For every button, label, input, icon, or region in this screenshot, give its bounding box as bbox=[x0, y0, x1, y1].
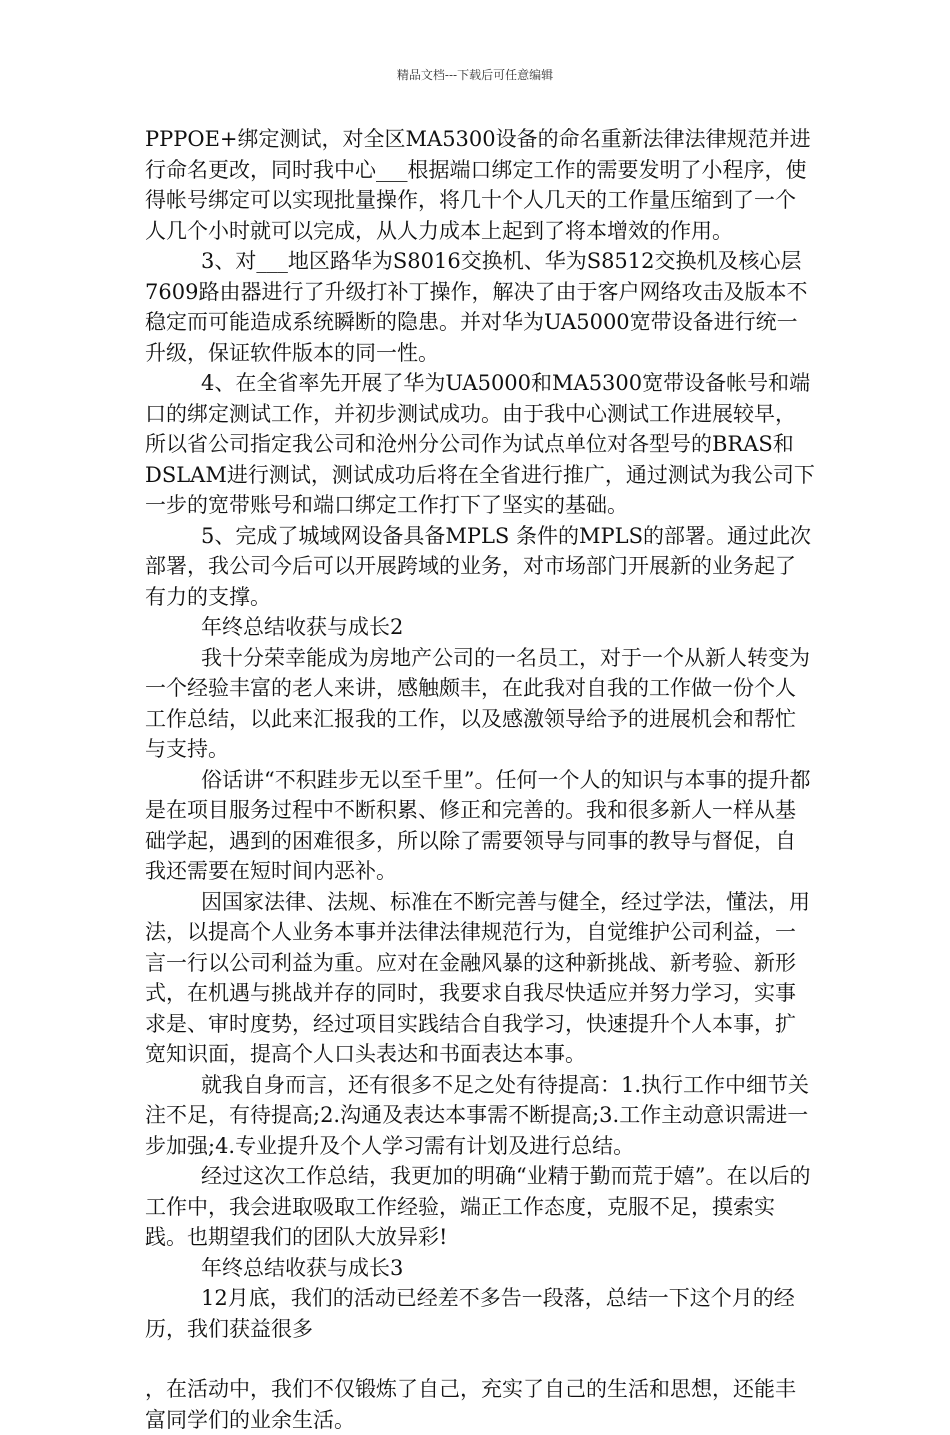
section-heading-2: 年终总结收获与成长2 bbox=[201, 615, 404, 639]
page-header: 精品文档---下载后可任意编辑 bbox=[396, 68, 554, 82]
section-heading-3: 年终总结收获与成长3 bbox=[201, 1255, 404, 1280]
paragraph-8: 因国家法律、法规、标准在不断完善与健全，经过学法，懂法，用法，以提高个人业务本事并法律法律规范行为，自觉维护公司利益，一言一行以公司利益为重。应对在金融风暴的这种新挑战、新考验、新形式，在机遇与挑战并存的同时，我要求自我尽快适应并努力学习，实事求是、审时度势，经过项目实践结合自我学习，快速提升个人本事，扩宽知识面，提高个人口头表达和书面表达本事。 bbox=[145, 889, 810, 1066]
paragraph-13: ，在活动中，我们不仅锻炼了自己，充实了自己的生活和思想，还能丰富同学们的业余生活。 bbox=[145, 1377, 796, 1432]
paragraph-1: PPPOE+绑定测试，对全区MA5300设备的命名重新法律法律规范并进行命名更改，同时我中心___根据端口绑定工作的需要发明了小程序，使得帐号绑定可以实现批量操作，将几十个人几天的工作量压缩到了一个人几个小时就可以完成，从人力成本上起到了将本增效的作用。 bbox=[145, 127, 811, 243]
paragraph-2: 3、对___地区路华为S8016交换机、华为S8512交换机及核心层7609路由器进行了升级打补丁操作，解决了由于客户网络攻击及版本不稳定而可能造成系统瞬断的隐患。并对华为UA5000宽带设备进行统一升级，保证软件版本的同一性。 bbox=[145, 249, 808, 365]
paragraph-7: 俗话讲“不积跬步无以至千里”。任何一个人的知识与本事的提升都是在项目服务过程中不断积累、修正和完善的。我和很多新人一样从基础学起，遇到的困难很多，所以除了需要领导与同事的教导与督促，自我还需要在短时间内恶补。 bbox=[145, 767, 811, 883]
paragraph-9: 就我自身而言，还有很多不足之处有待提高：1.执行工作中细节关注不足，有待提高;2.沟通及表达本事需不断提高;3.工作主动意识需进一步加强;4.专业提升及个人学习需有计划及进行总结。 bbox=[145, 1072, 810, 1158]
paragraph-gap bbox=[145, 1344, 815, 1374]
paragraph-3: 4、在全省率先开展了华为UA5000和MA5300宽带设备帐号和端口的绑定测试工作，并初步测试成功。由于我中心测试工作进展较早，所以省公司指定我公司和沧州分公司作为试点单位对各型号的BRAS和DSLAM进行测试，测试成功后将在全省进行推广，通过测试为我公司下一步的宽带账号和端口绑定工作打下了坚实的基础。 bbox=[145, 371, 815, 517]
paragraph-6: 我十分荣幸能成为房地产公司的一名员工，对于一个从新人转变为一个经验丰富的老人来讲，感触颇丰，在此我对自我的工作做一份个人工作总结，以此来汇报我的工作，以及感激领导给予的进展机会和帮忙与支持。 bbox=[145, 645, 810, 761]
paragraph-4: 5、完成了城域网设备具备MPLS 条件的MPLS的部署。通过此次部署，我公司今后可以开展跨域的业务，对市场部门开展新的业务起了有力的支撑。 bbox=[145, 523, 811, 609]
document-body bbox=[145, 124, 815, 1435]
paragraph-12: 12月底，我们的活动已经差不多告一段落，总结一下这个月的经历，我们获益很多 bbox=[145, 1286, 795, 1341]
paragraph-10: 经过这次工作总结，我更加的明确“业精于勤而荒于嬉”。在以后的工作中，我会进取吸取工作经验，端正工作态度，克服不足，摸索实践。也期望我们的团队大放异彩! bbox=[145, 1164, 811, 1249]
